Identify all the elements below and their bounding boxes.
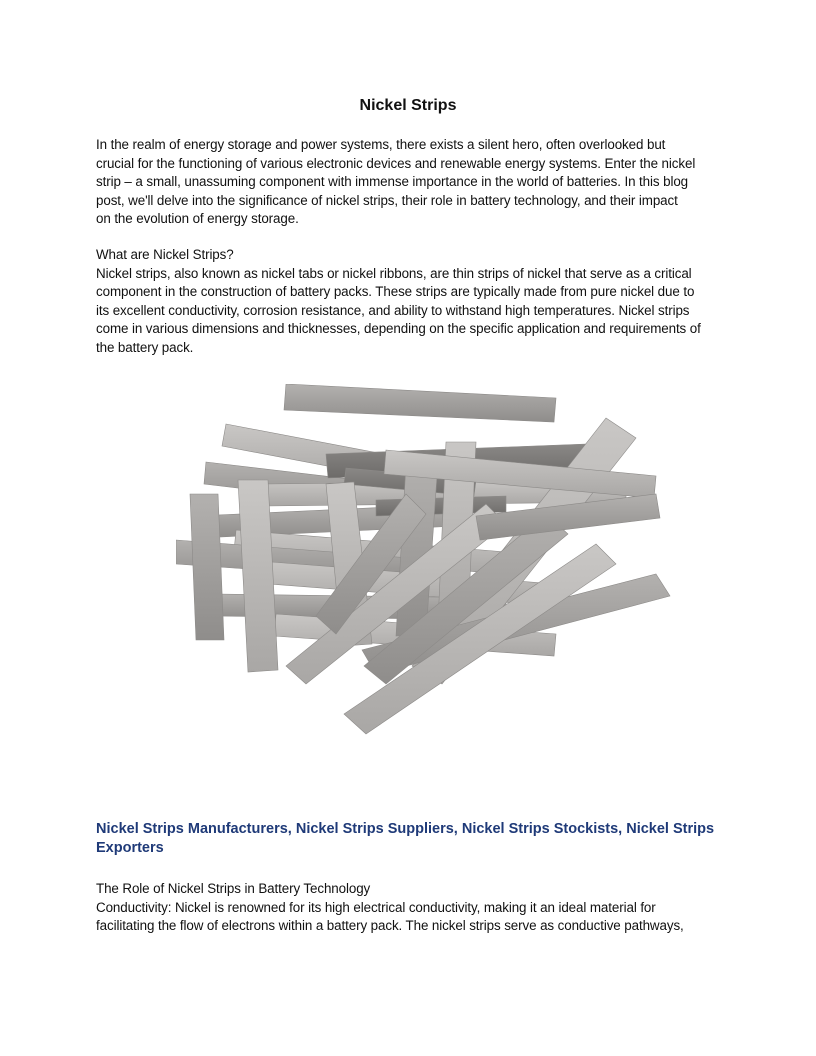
section-line: the battery pack. [96,339,194,355]
section-line: its excellent conductivity, corrosion resistance, and ability to withstand high temperatures. Nickel strips [96,302,690,318]
nickel-strip [190,494,224,640]
intro-line: strip – a small, unassuming component with immense importance in the world of batteries. In this blog [96,174,689,190]
link-line[interactable]: Nickel Strips Manufacturers, Nickel Strips Suppliers, Nickel Strips Stockists, Nickel Strips [96,821,715,837]
page-title: Nickel Strips [359,97,457,114]
intro-line: In the realm of energy storage and power systems, there exists a silent hero, often overlooked but [96,137,666,152]
section-line: Nickel strips, also known as nickel tabs or nickel ribbons, are thin strips of nickel that serve as a critical [96,265,692,281]
intro-paragraph [96,136,720,229]
manufacturers-link[interactable] [96,820,720,858]
role-section [96,880,720,936]
nickel-strips-photo [176,384,696,744]
nickel-strip [238,480,278,672]
section-heading: The Role of Nickel Strips in Battery Technology [96,881,371,896]
nickel-strip [284,384,556,422]
section-line: Conductivity: Nickel is renowned for its high electrical conductivity, making it an ideal material for [96,899,656,915]
what-are-nickel-strips-section [96,246,720,358]
section-line: facilitating the flow of electrons within a battery pack. The nickel strips serve as conductive pathways, [96,918,684,934]
intro-line: crucial for the functioning of various electronic devices and renewable energy systems. Enter the nickel [96,155,696,171]
section-line: come in various dimensions and thicknesses, depending on the specific application and requirements of [96,321,701,337]
link-line[interactable]: Exporters [96,840,164,856]
section-heading: What are Nickel Strips? [96,247,234,262]
section-line: component in the construction of battery packs. These strips are typically made from pure nickel due to [96,284,695,300]
intro-line: post, we'll delve into the significance of nickel strips, their role in battery technology, and their impact [96,192,678,208]
intro-line: on the evolution of energy storage. [96,211,299,227]
